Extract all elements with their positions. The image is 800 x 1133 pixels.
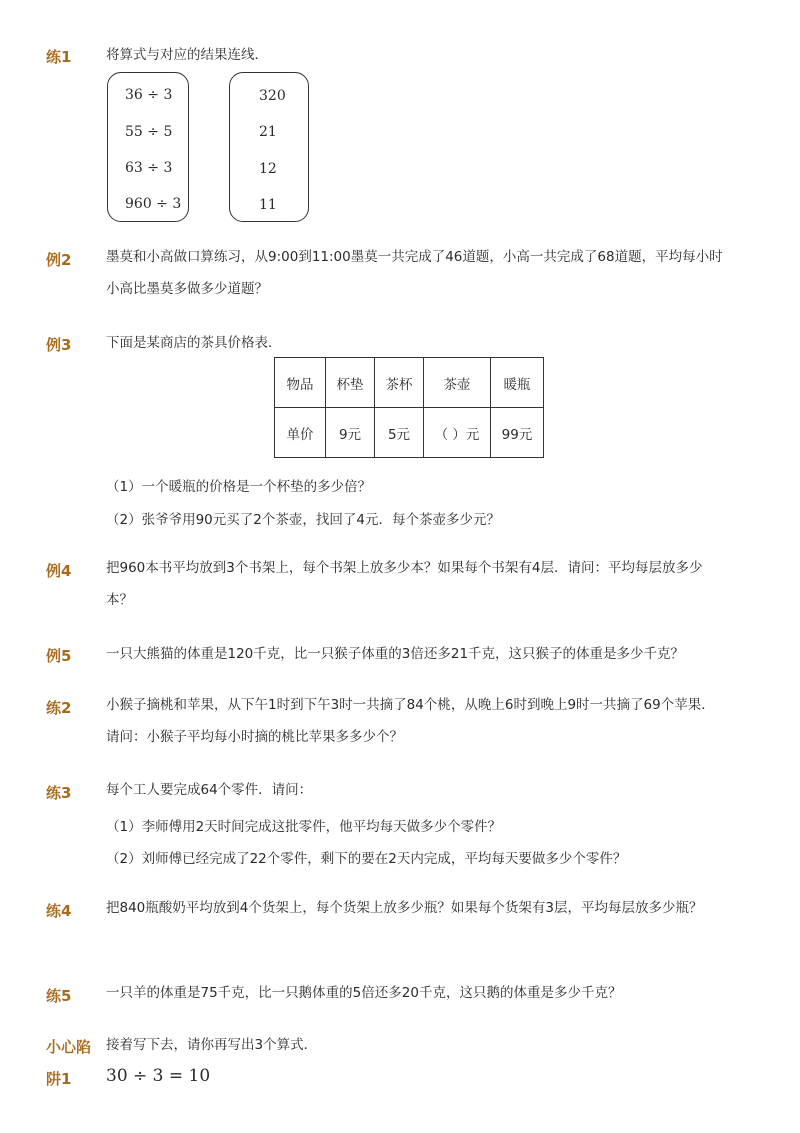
section-text: 把960本书平均放到3个书架上，每个书架上放多少本？如果每个书架有4层．请问：平均每层放多少本？	[106, 560, 703, 608]
section-text: 每个工人要完成64个零件．请问：	[106, 782, 313, 798]
expression-item: 55 ÷ 5	[125, 124, 173, 140]
table-cell: 9元	[326, 408, 375, 458]
question-item: （1）李师傅用2天时间完成这批零件，他平均每天做多少个零件？	[106, 819, 502, 835]
question-item: （1）一个暖瓶的价格是一个杯垫的多少倍？	[106, 479, 372, 495]
table-cell: 物品	[275, 358, 326, 408]
section-text: 将算式与对应的结果连线．	[106, 47, 268, 63]
section-label: 例4	[46, 562, 72, 580]
expression-box	[107, 72, 189, 222]
section-label: 练3	[46, 784, 72, 802]
section-text: 一只羊的体重是75千克，比一只鹅体重的5倍还多20千克，这只鹅的体重是多少千克？	[106, 985, 622, 1001]
result-box	[229, 72, 309, 222]
section-label: 练4	[46, 902, 72, 920]
price-table	[274, 357, 544, 458]
question-item: （2）刘师傅已经完成了22个零件，剩下的要在2天内完成，平均每天要做多少个零件？	[106, 851, 627, 867]
result-item: 11	[259, 197, 277, 213]
section-label: 例5	[46, 647, 72, 665]
expression-item: 960 ÷ 3	[125, 196, 182, 212]
section-text: 下面是某商店的茶具价格表．	[106, 335, 282, 351]
table-cell: 茶杯	[375, 358, 424, 408]
section-text: 接着写下去，请你再写出3个算式．	[106, 1037, 318, 1053]
result-item: 21	[259, 124, 277, 140]
section-text: 把840瓶酸奶平均放到4个货架上，每个货架上放多少瓶？如果每个货架有3层，平均每层放多少瓶？	[106, 900, 703, 916]
section-label: 小心陷	[46, 1038, 92, 1056]
section-label: 例2	[46, 251, 72, 269]
expression-item: 36 ÷ 3	[125, 87, 173, 103]
section-text: 墨莫和小高做口算练习，从9:00到11:00墨莫一共完成了46道题，小高一共完成了68道题，平均每小时小高比墨莫多做多少道题？	[106, 249, 723, 297]
table-cell: 茶壶	[424, 358, 491, 408]
section-label: 练1	[46, 48, 72, 66]
section-text: 小猴子摘桃和苹果，从下午1时到下午3时一共摘了84个桃，从晚上6时到晚上9时一共摘了69个苹果．请问：小猴子平均每小时摘的桃比苹果多多少个？	[106, 697, 715, 745]
table-cell: 单价	[275, 408, 326, 458]
table-cell: 5元	[375, 408, 424, 458]
table-row	[275, 358, 544, 408]
section-label: 阱1	[46, 1070, 72, 1088]
table-cell: 暖瓶	[491, 358, 544, 408]
result-item: 12	[259, 161, 277, 177]
question-item: （2）张爷爷用90元买了2个茶壶，找回了4元．每个茶壶多少元？	[106, 512, 500, 528]
table-cell: 99元	[491, 408, 544, 458]
table-cell: 杯垫	[326, 358, 375, 408]
equation: 30 ÷ 3 = 10	[106, 1066, 211, 1086]
section-label: 例3	[46, 336, 72, 354]
expression-item: 63 ÷ 3	[125, 160, 173, 176]
result-item: 320	[259, 88, 286, 104]
section-label: 练2	[46, 699, 72, 717]
section-text: 一只大熊猫的体重是120千克，比一只猴子体重的3倍还多21千克，这只猴子的体重是多少千克？	[106, 646, 685, 662]
section-label: 练5	[46, 987, 72, 1005]
table-row	[275, 408, 544, 458]
table-cell: （ ）元	[424, 408, 491, 458]
